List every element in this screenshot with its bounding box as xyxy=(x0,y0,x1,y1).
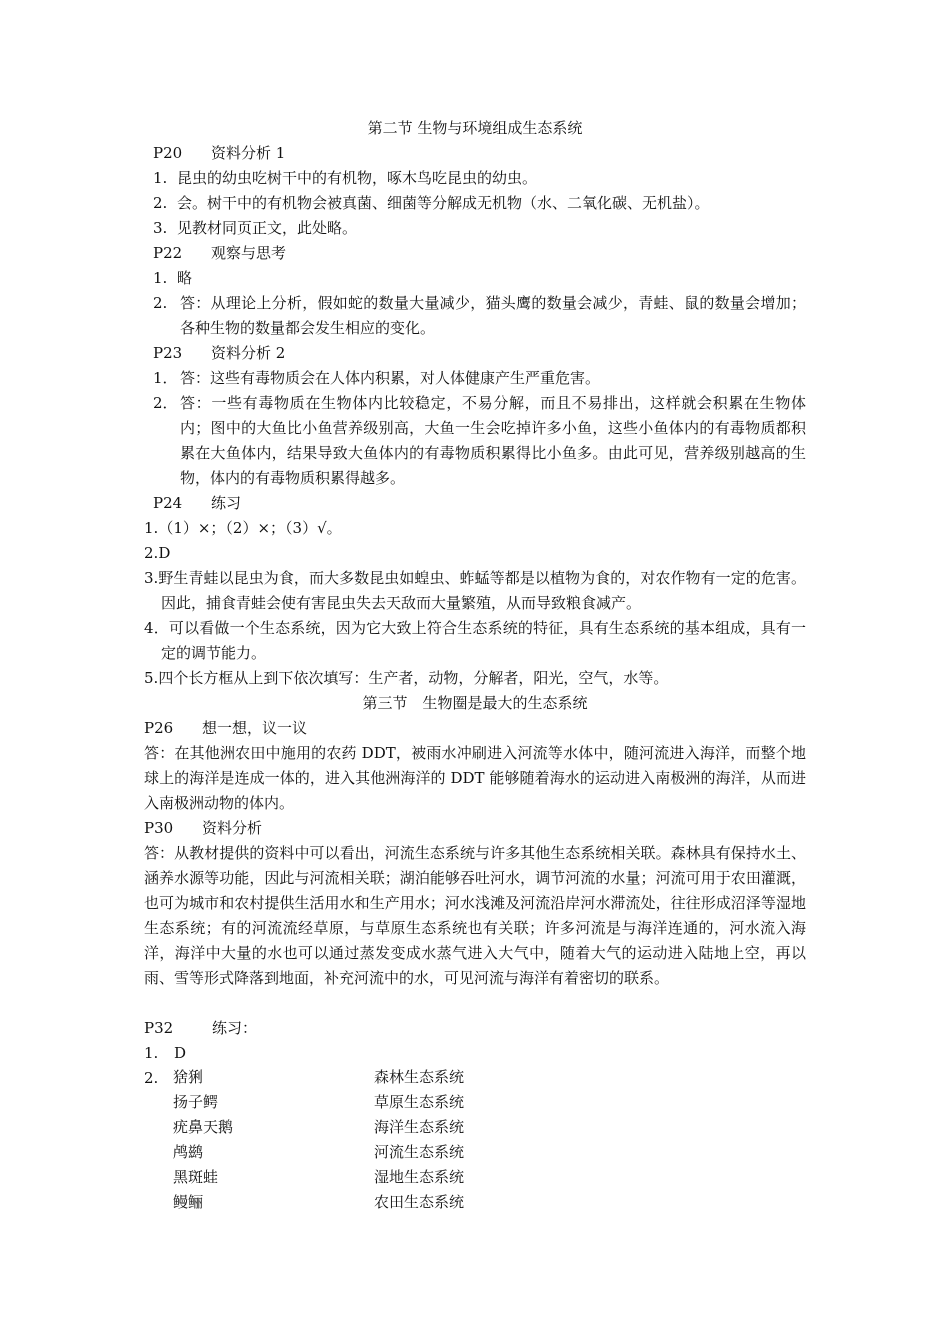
header-label: 资料分析 2 xyxy=(211,344,286,362)
section-title: 第三节 生物圈是最大的生态系统 xyxy=(362,694,588,712)
item-text: （1）×；（2）×；（3）√。 xyxy=(158,519,342,537)
list-item xyxy=(153,291,806,341)
item-text: 答：这些有毒物质会在人体内积累，对人体健康产生严重危害。 xyxy=(180,369,601,387)
section-header-p23 xyxy=(153,342,285,364)
animal-name: 疣鼻天鹅 xyxy=(173,1118,234,1136)
ecosystem-name: 草原生态系统 xyxy=(374,1093,465,1111)
section-header-p30 xyxy=(144,817,262,839)
section-header-p32 xyxy=(144,1017,257,1039)
item-text: 四个长方框从上到下依次填写：生产者，动物，分解者，阳光，空气，水等。 xyxy=(158,669,669,687)
list-item xyxy=(153,167,537,189)
section-header-p20 xyxy=(153,142,285,164)
list-item xyxy=(144,667,668,689)
section-header-p24 xyxy=(153,492,241,514)
item-number: 3. xyxy=(144,569,159,587)
ecosystem-name: 湿地生态系统 xyxy=(374,1168,465,1186)
list-item xyxy=(153,391,806,491)
animal-name: 扬子鳄 xyxy=(173,1093,219,1111)
header-label: 想一想，议一议 xyxy=(202,719,308,737)
section-header-p26 xyxy=(144,717,307,739)
item-number: 1. xyxy=(144,519,159,537)
item-number: 2. xyxy=(153,294,168,312)
item-text xyxy=(144,566,806,616)
item-text: 答：一些有毒物质在生物体内比较稳定，不易分解，而且不易排出，这样就会积累在生物体内；图中的大鱼比小鱼营养级别高，大鱼一生会吃掉许多小鱼，这些小鱼体内的有毒物质都积累在大鱼体内，结果导致大鱼体内的有毒物质积累得比小鱼多。由此可见，营养级别越高的生物，体内的有毒物质积累得越多。 xyxy=(180,394,806,487)
item-number: 1． xyxy=(153,369,178,387)
item-number: 1. xyxy=(144,1044,159,1062)
page-ref: P20 xyxy=(153,144,183,162)
page-ref: P30 xyxy=(144,819,174,837)
list-item xyxy=(153,367,600,389)
list-item xyxy=(153,217,357,239)
list-item xyxy=(144,542,170,564)
section-header-p22 xyxy=(153,242,286,264)
page-ref: P32 xyxy=(144,1019,174,1037)
item-number: 2. xyxy=(144,544,159,562)
item-number: 2. xyxy=(144,1069,159,1087)
item-body: 可以看做一个生态系统，因为它大致上符合生态系统的特征，具有生态系统的基本组成，具有一定的调节能力。 xyxy=(161,619,806,662)
list-item xyxy=(144,616,806,666)
header-label: 观察与思考 xyxy=(211,244,287,262)
ecosystem-name: 海洋生态系统 xyxy=(374,1118,465,1136)
header-label: 练习： xyxy=(212,1019,258,1037)
animal-name: 鸬鹚 xyxy=(173,1143,204,1161)
ecosystem-name: 河流生态系统 xyxy=(374,1143,465,1161)
list-item xyxy=(144,517,342,539)
header-label: 资料分析 1 xyxy=(211,144,286,162)
section-title: 第二节 生物与环境组成生态系统 xyxy=(367,119,583,137)
answer-paragraph: 答：在其他洲农田中施用的农药 DDT，被雨水冲刷进入河流等水体中，随河流进入海洋，而整个地球上的海洋是连成一体的，进入其他洲海洋的 DDT 能够随着海水的运动进入南极洲的海洋，从而进入南极洲动物的体内。 xyxy=(144,744,806,812)
animal-name: 猞猁 xyxy=(173,1068,204,1086)
page-ref: P23 xyxy=(153,344,183,362)
animal-name: 黑斑蛙 xyxy=(173,1168,219,1186)
item-number: 1. xyxy=(153,169,168,187)
item-text: D xyxy=(174,1044,187,1062)
list-item xyxy=(144,566,806,616)
item-number: 3. xyxy=(153,219,168,237)
item-text: 见教材同页正文，此处略。 xyxy=(177,219,358,237)
item-text: 答：从理论上分析，假如蛇的数量大量减少，猫头鹰的数量会减少，青蛙、鼠的数量会增加；各种生物的数量都会发生相应的变化。 xyxy=(180,294,806,337)
item-number: 2． xyxy=(153,394,178,412)
header-label: 练习 xyxy=(211,494,242,512)
item-text: 略 xyxy=(177,269,193,287)
list-item xyxy=(153,192,710,214)
item-text: 会。树干中的有机物会被真菌、细菌等分解成无机物（水、二氧化碳、无机盐）。 xyxy=(177,194,710,212)
item-number: 1. xyxy=(153,269,168,287)
list-item xyxy=(144,1042,186,1064)
item-number: 4． xyxy=(144,619,169,637)
item-number: 2. xyxy=(153,194,168,212)
item-number: 5. xyxy=(144,669,159,687)
ecosystem-name: 农田生态系统 xyxy=(374,1193,465,1211)
list-item xyxy=(153,267,192,289)
page-ref: P24 xyxy=(153,494,183,512)
item-body: 野生青蛙以昆虫为食，而大多数昆虫如蝗虫、蚱蜢等都是以植物为食的，对农作物有一定的危害。因此，捕食青蛙会使有害昆虫失去天敌而大量繁殖，从而导致粮食减产。 xyxy=(158,569,806,612)
item-text: D xyxy=(158,544,171,562)
answer-paragraph: 答：从教材提供的资料中可以看出，河流生态系统与许多其他生态系统相关联。森林具有保持水土、涵养水源等功能，因此与河流相关联；湖泊能够吞吐河水，调节河流的水量；河流可用于农田灌溉，也可为城市和农村提供生活用水和生产用水；河水浅滩及河流沿岸河水滞流处，往往形成沼泽等湿地生态系统；有的河流流经草原，与草原生态系统也有关联；许多河流是与海洋连通的，河水流入海洋，海洋中大量的水也可以通过蒸发变成水蒸气进入大气中，随着大气的运动进入陆地上空，再以雨、雪等形式降落到地面，补充河流中的水，可见河流与海洋有着密切的联系。 xyxy=(144,844,806,987)
item-text: 昆虫的幼虫吃树干中的有机物，啄木鸟吃昆虫的幼虫。 xyxy=(177,169,538,187)
animal-name: 鳗鲡 xyxy=(173,1193,204,1211)
item-text xyxy=(144,616,806,666)
page-ref: P22 xyxy=(153,244,183,262)
header-label: 资料分析 xyxy=(202,819,263,837)
ecosystem-name: 森林生态系统 xyxy=(374,1068,465,1086)
page-ref: P26 xyxy=(144,719,174,737)
